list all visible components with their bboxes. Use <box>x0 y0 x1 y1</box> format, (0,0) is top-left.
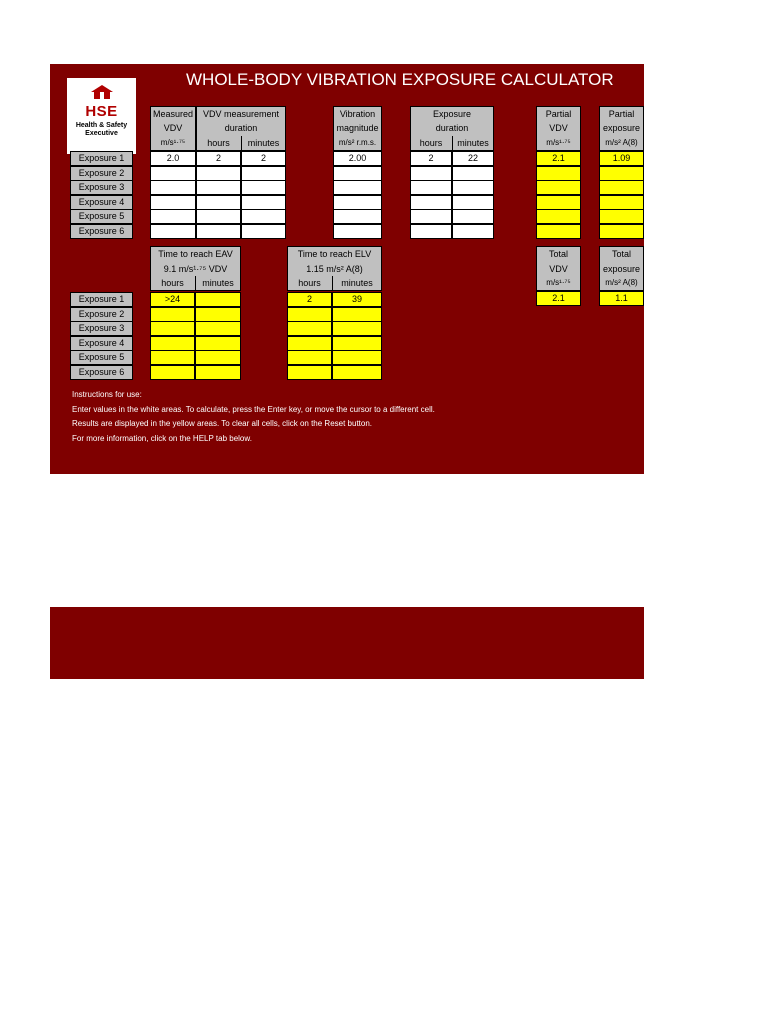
header-label: Partial <box>545 109 572 119</box>
hse-logo <box>67 78 136 154</box>
elv-hours-output <box>287 336 332 351</box>
elv-hours-output <box>287 365 332 380</box>
logo-line1: Health & Safety <box>75 122 128 129</box>
header-label: exposure <box>602 264 641 274</box>
exposure-minutes-input[interactable] <box>452 224 494 239</box>
exposure-row-label: Exposure 1 <box>70 151 133 166</box>
vdv-minutes-input[interactable] <box>241 195 286 210</box>
header-label: duration <box>435 123 469 133</box>
total-exposure-value: 1.1 <box>599 291 644 306</box>
eav-minutes-output <box>195 365 241 380</box>
instructions-line: Enter values in the white areas. To calculate, press the Enter key, or move the cursor to a different cell. <box>72 405 435 414</box>
header-label: duration <box>224 123 258 133</box>
elv-hours-output: 2 <box>287 292 332 307</box>
elv-minutes-output <box>332 307 382 322</box>
header-label: Exposure <box>432 109 472 119</box>
header-label: Time to reach ELV <box>297 249 372 259</box>
exposure-row-label: Exposure 1 <box>70 292 133 307</box>
header-label: hours <box>419 138 443 148</box>
vdv-minutes-input[interactable] <box>241 180 286 195</box>
partial-vdv-output <box>536 195 581 210</box>
header-label: hours <box>207 138 230 148</box>
hse-house-icon <box>91 85 113 99</box>
exposure-row-label: Exposure 6 <box>70 365 133 380</box>
eav-minutes-output <box>195 336 241 351</box>
header-label: VDV <box>549 123 568 133</box>
eav-hours-output <box>150 321 195 336</box>
header-label: minutes <box>247 138 280 148</box>
page-title: WHOLE-BODY VIBRATION EXPOSURE CALCULATOR <box>186 70 614 89</box>
divider <box>452 136 453 150</box>
elv-minutes-output <box>332 336 382 351</box>
header-label: m/s² A(8) <box>605 138 638 147</box>
eav-minutes-output <box>195 307 241 322</box>
exposure-hours-input[interactable] <box>410 166 452 181</box>
exposure-row-label: Exposure 4 <box>70 336 133 351</box>
partial-vdv-output <box>536 209 581 224</box>
vdv-minutes-input[interactable] <box>241 166 286 181</box>
header-label: hours <box>161 278 184 288</box>
vdv-input[interactable] <box>150 209 196 224</box>
eav-minutes-output <box>195 350 241 365</box>
vibration-input[interactable] <box>333 195 382 210</box>
elv-hours-output <box>287 307 332 322</box>
partial-exposure-output <box>599 224 644 239</box>
instructions-line: Results are displayed in the yellow areas. To clear all cells, click on the Reset button. <box>72 419 373 428</box>
header-label: Measured <box>152 109 194 119</box>
bottom-panel <box>50 607 644 679</box>
eav-hours-output <box>150 350 195 365</box>
instructions-title: Instructions for use: <box>72 390 142 399</box>
header-label: hours <box>298 278 321 288</box>
logo-line2: Executive <box>85 130 118 137</box>
elv-hours-output <box>287 321 332 336</box>
partial-exposure-output <box>599 209 644 224</box>
partial-vdv-output <box>536 224 581 239</box>
header-label: m/s¹·⁷⁵ <box>160 138 186 147</box>
exposure-row-label: Exposure 6 <box>70 224 133 239</box>
eav-hours-output <box>150 336 195 351</box>
header-label: VDV measurement <box>202 109 280 119</box>
vdv-hours-input[interactable] <box>196 180 241 195</box>
exposure-row-label: Exposure 5 <box>70 350 133 365</box>
vibration-input[interactable] <box>333 166 382 181</box>
partial-exposure-output <box>599 180 644 195</box>
exposure-minutes-input[interactable]: 22 <box>452 151 494 166</box>
header-label: m/s² A(8) <box>605 278 638 287</box>
header-label: 1.15 m/s² A(8) <box>306 264 363 274</box>
header-label: minutes <box>341 278 373 288</box>
exposure-hours-input[interactable] <box>410 195 452 210</box>
vibration-input[interactable] <box>333 224 382 239</box>
exposure-hours-input[interactable] <box>410 180 452 195</box>
elv-minutes-output <box>332 350 382 365</box>
divider <box>332 276 333 290</box>
divider <box>241 136 242 150</box>
header-label: Total <box>611 249 631 259</box>
exposure-row-label: Exposure 3 <box>70 321 133 336</box>
vibration-input[interactable] <box>333 180 382 195</box>
header-label: 9.1 m/s¹·⁷⁵ VDV <box>163 264 228 274</box>
instructions-line: For more information, click on the HELP tab below. <box>72 434 252 443</box>
partial-exposure-output: 1.09 <box>599 151 644 166</box>
exposure-row-label: Exposure 2 <box>70 307 133 322</box>
elv-minutes-output <box>332 365 382 380</box>
header-label: Time to reach EAV <box>158 249 233 259</box>
eav-hours-output <box>150 365 195 380</box>
header-label: Total <box>548 249 568 259</box>
exposure-minutes-input[interactable] <box>452 166 494 181</box>
eav-hours-output <box>150 307 195 322</box>
vdv-hours-input[interactable] <box>196 195 241 210</box>
header-label: magnitude <box>336 123 379 133</box>
vdv-input[interactable]: 2.0 <box>150 151 196 166</box>
header-label: minutes <box>457 138 489 148</box>
elv-hours-output <box>287 350 332 365</box>
exposure-row-label: Exposure 5 <box>70 209 133 224</box>
eav-minutes-output <box>195 321 241 336</box>
vibration-input[interactable] <box>333 209 382 224</box>
exposure-minutes-input[interactable] <box>452 195 494 210</box>
vdv-minutes-input[interactable] <box>241 209 286 224</box>
divider <box>195 276 196 290</box>
vdv-hours-input[interactable] <box>196 166 241 181</box>
total-vdv-value: 2.1 <box>536 291 581 306</box>
exposure-hours-input[interactable]: 2 <box>410 151 452 166</box>
vdv-input[interactable] <box>150 180 196 195</box>
header-label: VDV <box>163 123 183 133</box>
vdv-input[interactable] <box>150 224 196 239</box>
header-label: m/s¹·⁷⁵ <box>546 138 571 147</box>
exposure-minutes-input[interactable] <box>452 209 494 224</box>
vdv-hours-input[interactable] <box>196 209 241 224</box>
vibration-input[interactable]: 2.00 <box>333 151 382 166</box>
exposure-row-label: Exposure 2 <box>70 166 133 181</box>
eav-hours-output: >24 <box>150 292 195 307</box>
logo-hse-text: HSE <box>85 103 118 120</box>
exposure-row-label: Exposure 3 <box>70 180 133 195</box>
partial-vdv-output <box>536 180 581 195</box>
vdv-input[interactable] <box>150 166 196 181</box>
header-label: Vibration <box>339 109 376 119</box>
elv-minutes-output: 39 <box>332 292 382 307</box>
vdv-hours-input[interactable]: 2 <box>196 151 241 166</box>
vdv-minutes-input[interactable] <box>241 224 286 239</box>
partial-exposure-output <box>599 166 644 181</box>
exposure-row-label: Exposure 4 <box>70 195 133 210</box>
header-label: m/s² r.m.s. <box>338 138 377 147</box>
partial-vdv-output <box>536 166 581 181</box>
header-label: minutes <box>202 278 234 288</box>
header-label: VDV <box>549 264 568 274</box>
header-label: m/s¹·⁷⁵ <box>546 278 571 287</box>
exposure-minutes-input[interactable] <box>452 180 494 195</box>
vdv-hours-input[interactable] <box>196 224 241 239</box>
exposure-hours-input[interactable] <box>410 209 452 224</box>
exposure-hours-input[interactable] <box>410 224 452 239</box>
vdv-minutes-input[interactable]: 2 <box>241 151 286 166</box>
header-label: Partial <box>608 109 635 119</box>
partial-exposure-output <box>599 195 644 210</box>
vdv-input[interactable] <box>150 195 196 210</box>
eav-minutes-output <box>195 292 241 307</box>
partial-vdv-output: 2.1 <box>536 151 581 166</box>
header-label: exposure <box>602 123 641 133</box>
elv-minutes-output <box>332 321 382 336</box>
